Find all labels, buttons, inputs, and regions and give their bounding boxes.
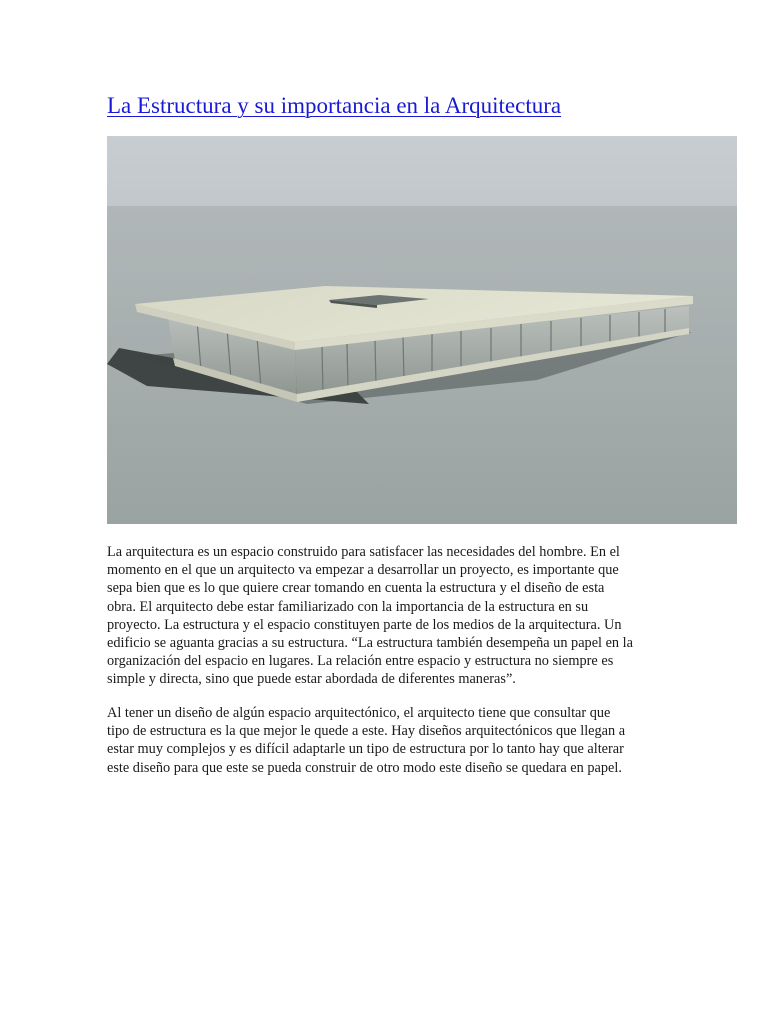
paragraph-line: tipo de estructura es la que mejor le quede a este. Hay diseños arquitectónicos que llegan a (107, 723, 626, 740)
paragraph-line: organización del espacio en lugares. La relación entre espacio y estructura no siempre es (107, 653, 614, 670)
paragraph-2 (107, 704, 667, 777)
building-render-image (107, 136, 737, 524)
paragraph-line: estar muy complejos y es difícil adaptarle un tipo de estructura por lo tanto hay que alterar (107, 741, 624, 758)
paragraph-1 (107, 543, 667, 689)
paragraph-line: proyecto. La estructura y el espacio constituyen parte de los medios de la arquitectura. Un (107, 616, 622, 633)
paragraph-line: La arquitectura es un espacio construido para satisfacer las necesidades del hombre. En el (107, 544, 620, 560)
paragraph-line: Al tener un diseño de algún espacio arquitectónico, el arquitecto tiene que consultar que (107, 705, 611, 721)
paragraph-line: este diseño para que este se pueda construir de otro modo este diseño se quedara en papel. (107, 759, 622, 776)
paragraph-line: edificio se aguanta gracias a su estructura. “La estructura también desempeña un papel en la (107, 635, 633, 652)
paragraph-line: momento en el que un arquitecto va empezar a desarrollar un proyecto, es importante que (107, 562, 619, 579)
article-title-link[interactable]: La Estructura y su importancia en la Arquitectura (107, 93, 562, 118)
paragraph-line: sepa bien que es lo que quiere crear tomando en cuenta la estructura y el diseño de esta (107, 580, 605, 597)
article-title (107, 91, 561, 121)
paragraph-line: obra. El arquitecto debe estar familiarizado con la importancia de la estructura en su (107, 598, 589, 615)
paragraph-line: simple y directa, sino que puede estar abordada de diferentes maneras”. (107, 671, 516, 688)
